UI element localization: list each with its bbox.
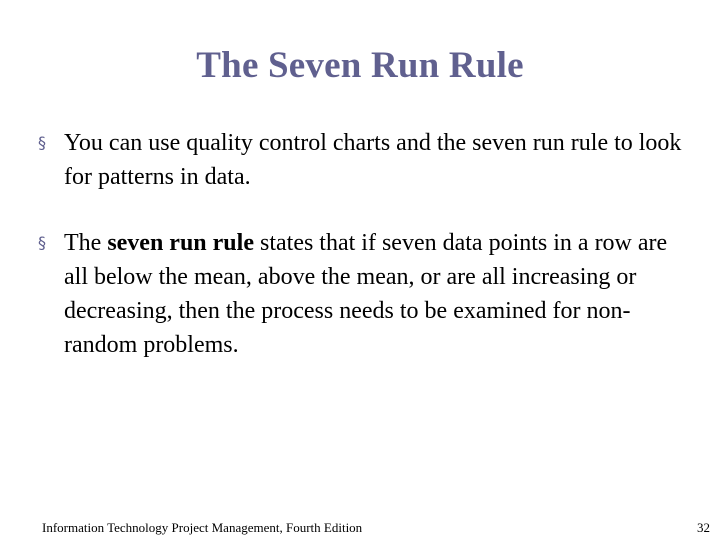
- bullet-text-intro: The: [64, 230, 108, 256]
- bullet-text-rule-description: states that if seven data points in a row are all below the mean, above the mean, or are all increasing or decreasing, then the process needs to be examined for non-random problems.: [64, 230, 668, 358]
- slide-title: The Seven Run Rule: [196, 45, 524, 86]
- seven-run-rule-emphasis: seven run rule: [107, 230, 254, 256]
- slide-page-number: 32: [697, 520, 710, 535]
- bullet-text-seven-run-rule: [64, 226, 694, 362]
- section-bullet-icon: §: [38, 133, 46, 152]
- section-bullet-icon: §: [38, 233, 46, 252]
- slide-footer: Information Technology Project Management, Fourth Edition: [42, 520, 363, 535]
- bullet-text-quality-control: You can use quality control charts and the seven run rule to look for patterns in data.: [64, 130, 682, 190]
